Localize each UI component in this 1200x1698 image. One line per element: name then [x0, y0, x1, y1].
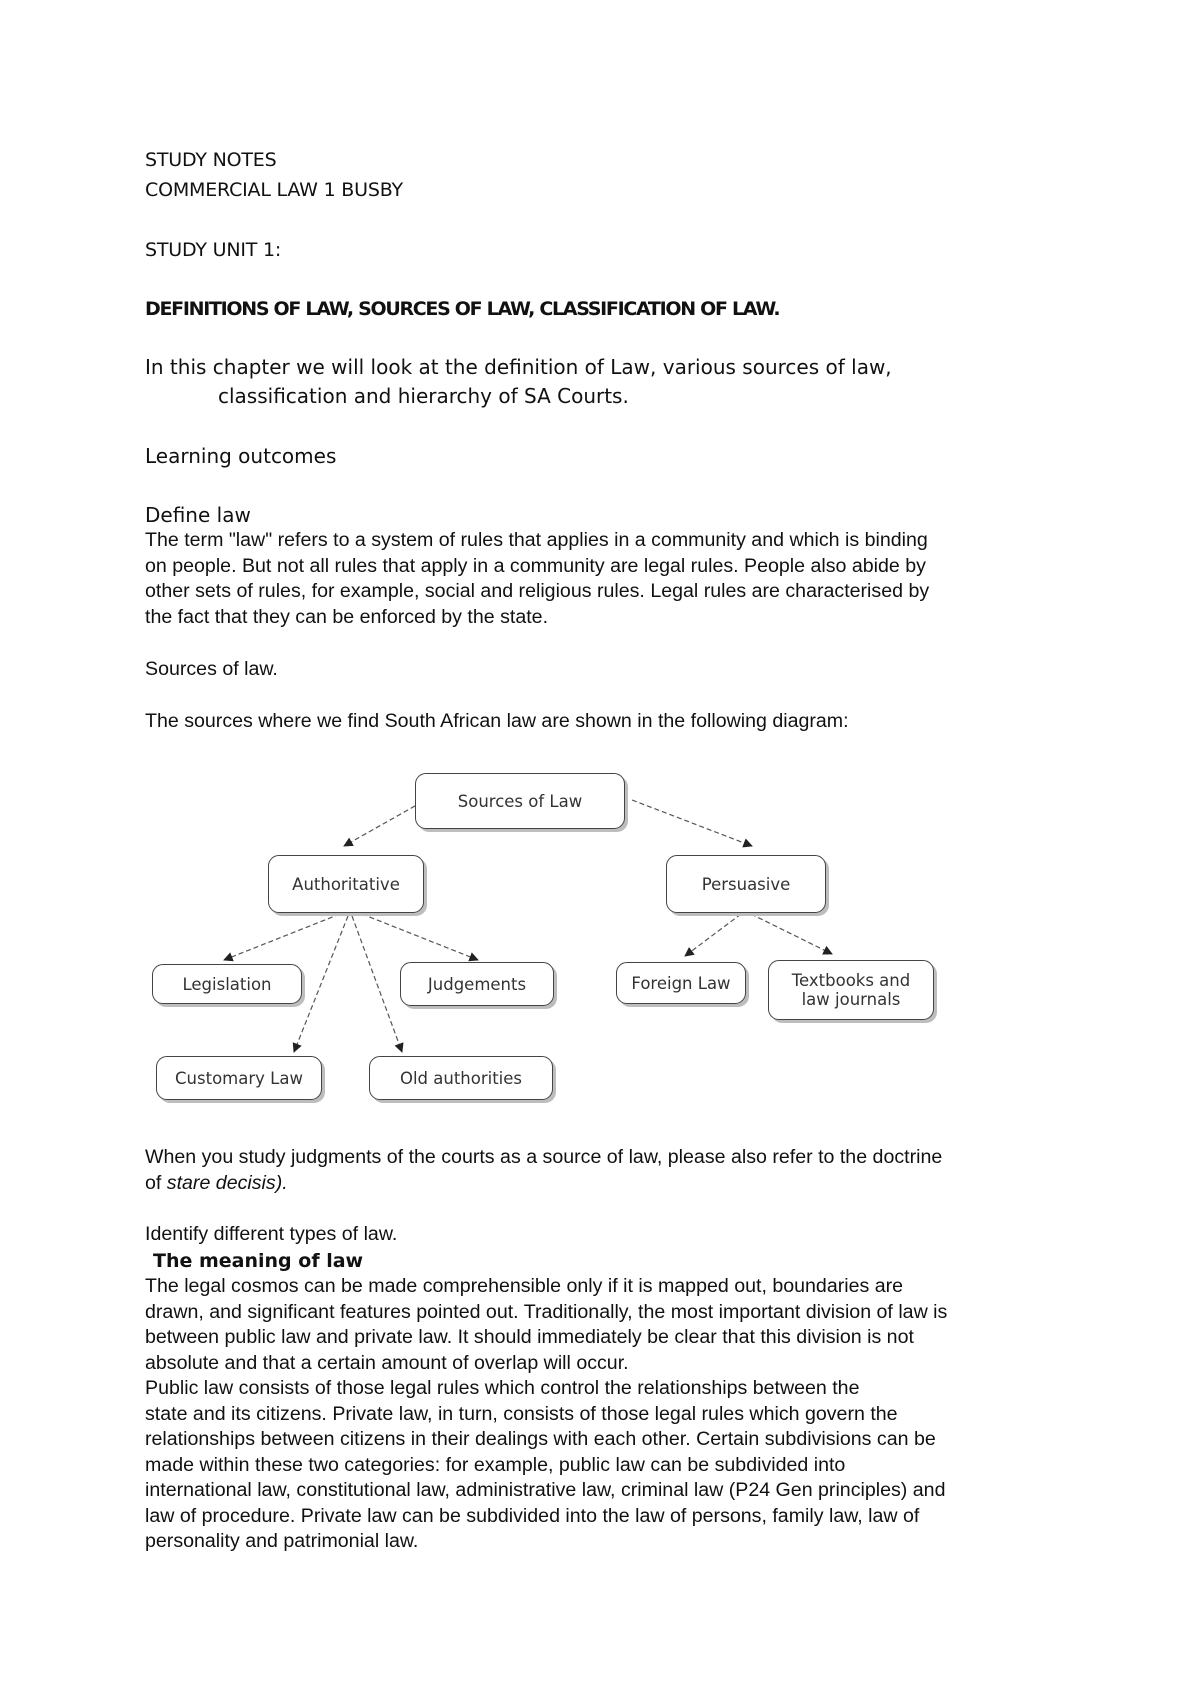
meaning-of-law-heading: The meaning of law — [153, 1250, 364, 1272]
meaning-line: personality and patrimonial law. — [145, 1530, 419, 1552]
define-law-line: the fact that they can be enforced by the state. — [145, 605, 549, 628]
meaning-line: state and its citizens. Private law, in turn, consists of those legal rules which govern the — [145, 1402, 898, 1425]
node-label: Persuasive — [701, 874, 791, 894]
meaning-line: drawn, and significant features pointed out. Traditionally, the most important division of law is — [145, 1300, 948, 1323]
judgments-note — [145, 1145, 942, 1196]
define-law-line: on people. But not all rules that apply in a community are legal rules. People also abide by — [145, 554, 926, 577]
connector-persuasive-foreign-law — [685, 914, 741, 956]
connector-root-persuasive — [632, 800, 752, 846]
meaning-line: Public law consists of those legal rules which control the relationships between the — [145, 1377, 860, 1399]
node-customary-law — [156, 1056, 322, 1100]
judgments-note-prefix: of — [145, 1171, 167, 1194]
header-course: COMMERCIAL LAW 1 BUSBY — [145, 179, 403, 201]
meaning-line: relationships between citizens in their dealings with each other. Certain subdivisions can be — [145, 1428, 936, 1450]
connector-authoritative-judgements — [362, 914, 478, 960]
meaning-line: between public law and private law. It should immediately be clear that this division is not — [145, 1326, 914, 1348]
node-label: Old authorities — [399, 1068, 523, 1088]
node-label: Judgements — [427, 974, 527, 994]
judgments-note-line-1: When you study judgments of the courts as a source of law, please also refer to the doctrine — [145, 1146, 943, 1168]
meaning-of-law-paragraph — [145, 1274, 947, 1555]
connector-authoritative-legislation — [224, 914, 340, 960]
node-foreign-law — [616, 962, 746, 1004]
connector-authoritative-old-authorities — [352, 916, 402, 1052]
sources-intro: The sources where we find South African law are shown in the following diagram: — [145, 710, 849, 732]
node-label: Foreign Law — [631, 973, 731, 993]
node-authoritative — [268, 855, 424, 913]
node-judgements — [400, 962, 554, 1006]
header-study-unit: STUDY UNIT 1: — [145, 239, 282, 261]
node-label: Authoritative — [292, 874, 400, 894]
intro-line-2: classification and hierarchy of SA Courts. — [218, 384, 629, 408]
define-law-paragraph — [145, 528, 929, 630]
connector-root-authoritative — [344, 802, 422, 846]
define-law-line: other sets of rules, for example, social and religious rules. Legal rules are characterised by — [145, 580, 930, 602]
define-law-line: The term "law" refers to a system of rules that applies in a community and which is binding — [145, 529, 928, 551]
sources-of-law-diagram — [140, 760, 940, 1110]
meaning-line: made within these two categories: for example, public law can be subdivided into — [145, 1453, 846, 1476]
meaning-line: The legal cosmos can be made comprehensible only if it is mapped out, boundaries are — [145, 1275, 904, 1297]
node-label-line: law journals — [801, 990, 901, 1009]
node-persuasive — [666, 855, 826, 913]
page-title: DEFINITIONS OF LAW, SOURCES OF LAW, CLASSIFICATION OF LAW. — [145, 298, 780, 320]
meaning-line: law of procedure. Private law can be subdivided into the law of persons, family law, law of — [145, 1504, 920, 1527]
define-law-heading: Define law — [145, 503, 251, 527]
node-old-authorities — [369, 1056, 553, 1100]
connector-persuasive-textbooks — [751, 914, 832, 954]
judgments-note-latin-term: stare decisis). — [166, 1171, 288, 1194]
node-label: Customary Law — [175, 1068, 303, 1088]
identify-types-heading: Identify different types of law. — [145, 1223, 398, 1245]
node-label: Sources of Law — [457, 791, 583, 811]
connector-authoritative-customary — [294, 916, 348, 1052]
node-label: Legislation — [182, 974, 272, 994]
meaning-line: absolute and that a certain amount of overlap will occur. — [145, 1351, 629, 1374]
meaning-line: international law, constitutional law, administrative law, criminal law (P24 Gen principles) and — [145, 1479, 946, 1501]
node-legislation — [152, 964, 302, 1004]
learning-outcomes-heading: Learning outcomes — [145, 444, 337, 468]
node-textbooks-and-law-journals — [768, 960, 934, 1020]
node-label-line: Textbooks and — [791, 971, 911, 990]
intro-line-1: In this chapter we will look at the definition of Law, various sources of law, — [145, 355, 892, 379]
header-study-notes: STUDY NOTES — [145, 149, 277, 171]
judgments-note-line-2 — [145, 1171, 942, 1197]
sources-heading: Sources of law. — [145, 658, 278, 680]
node-sources-of-law — [415, 773, 625, 829]
